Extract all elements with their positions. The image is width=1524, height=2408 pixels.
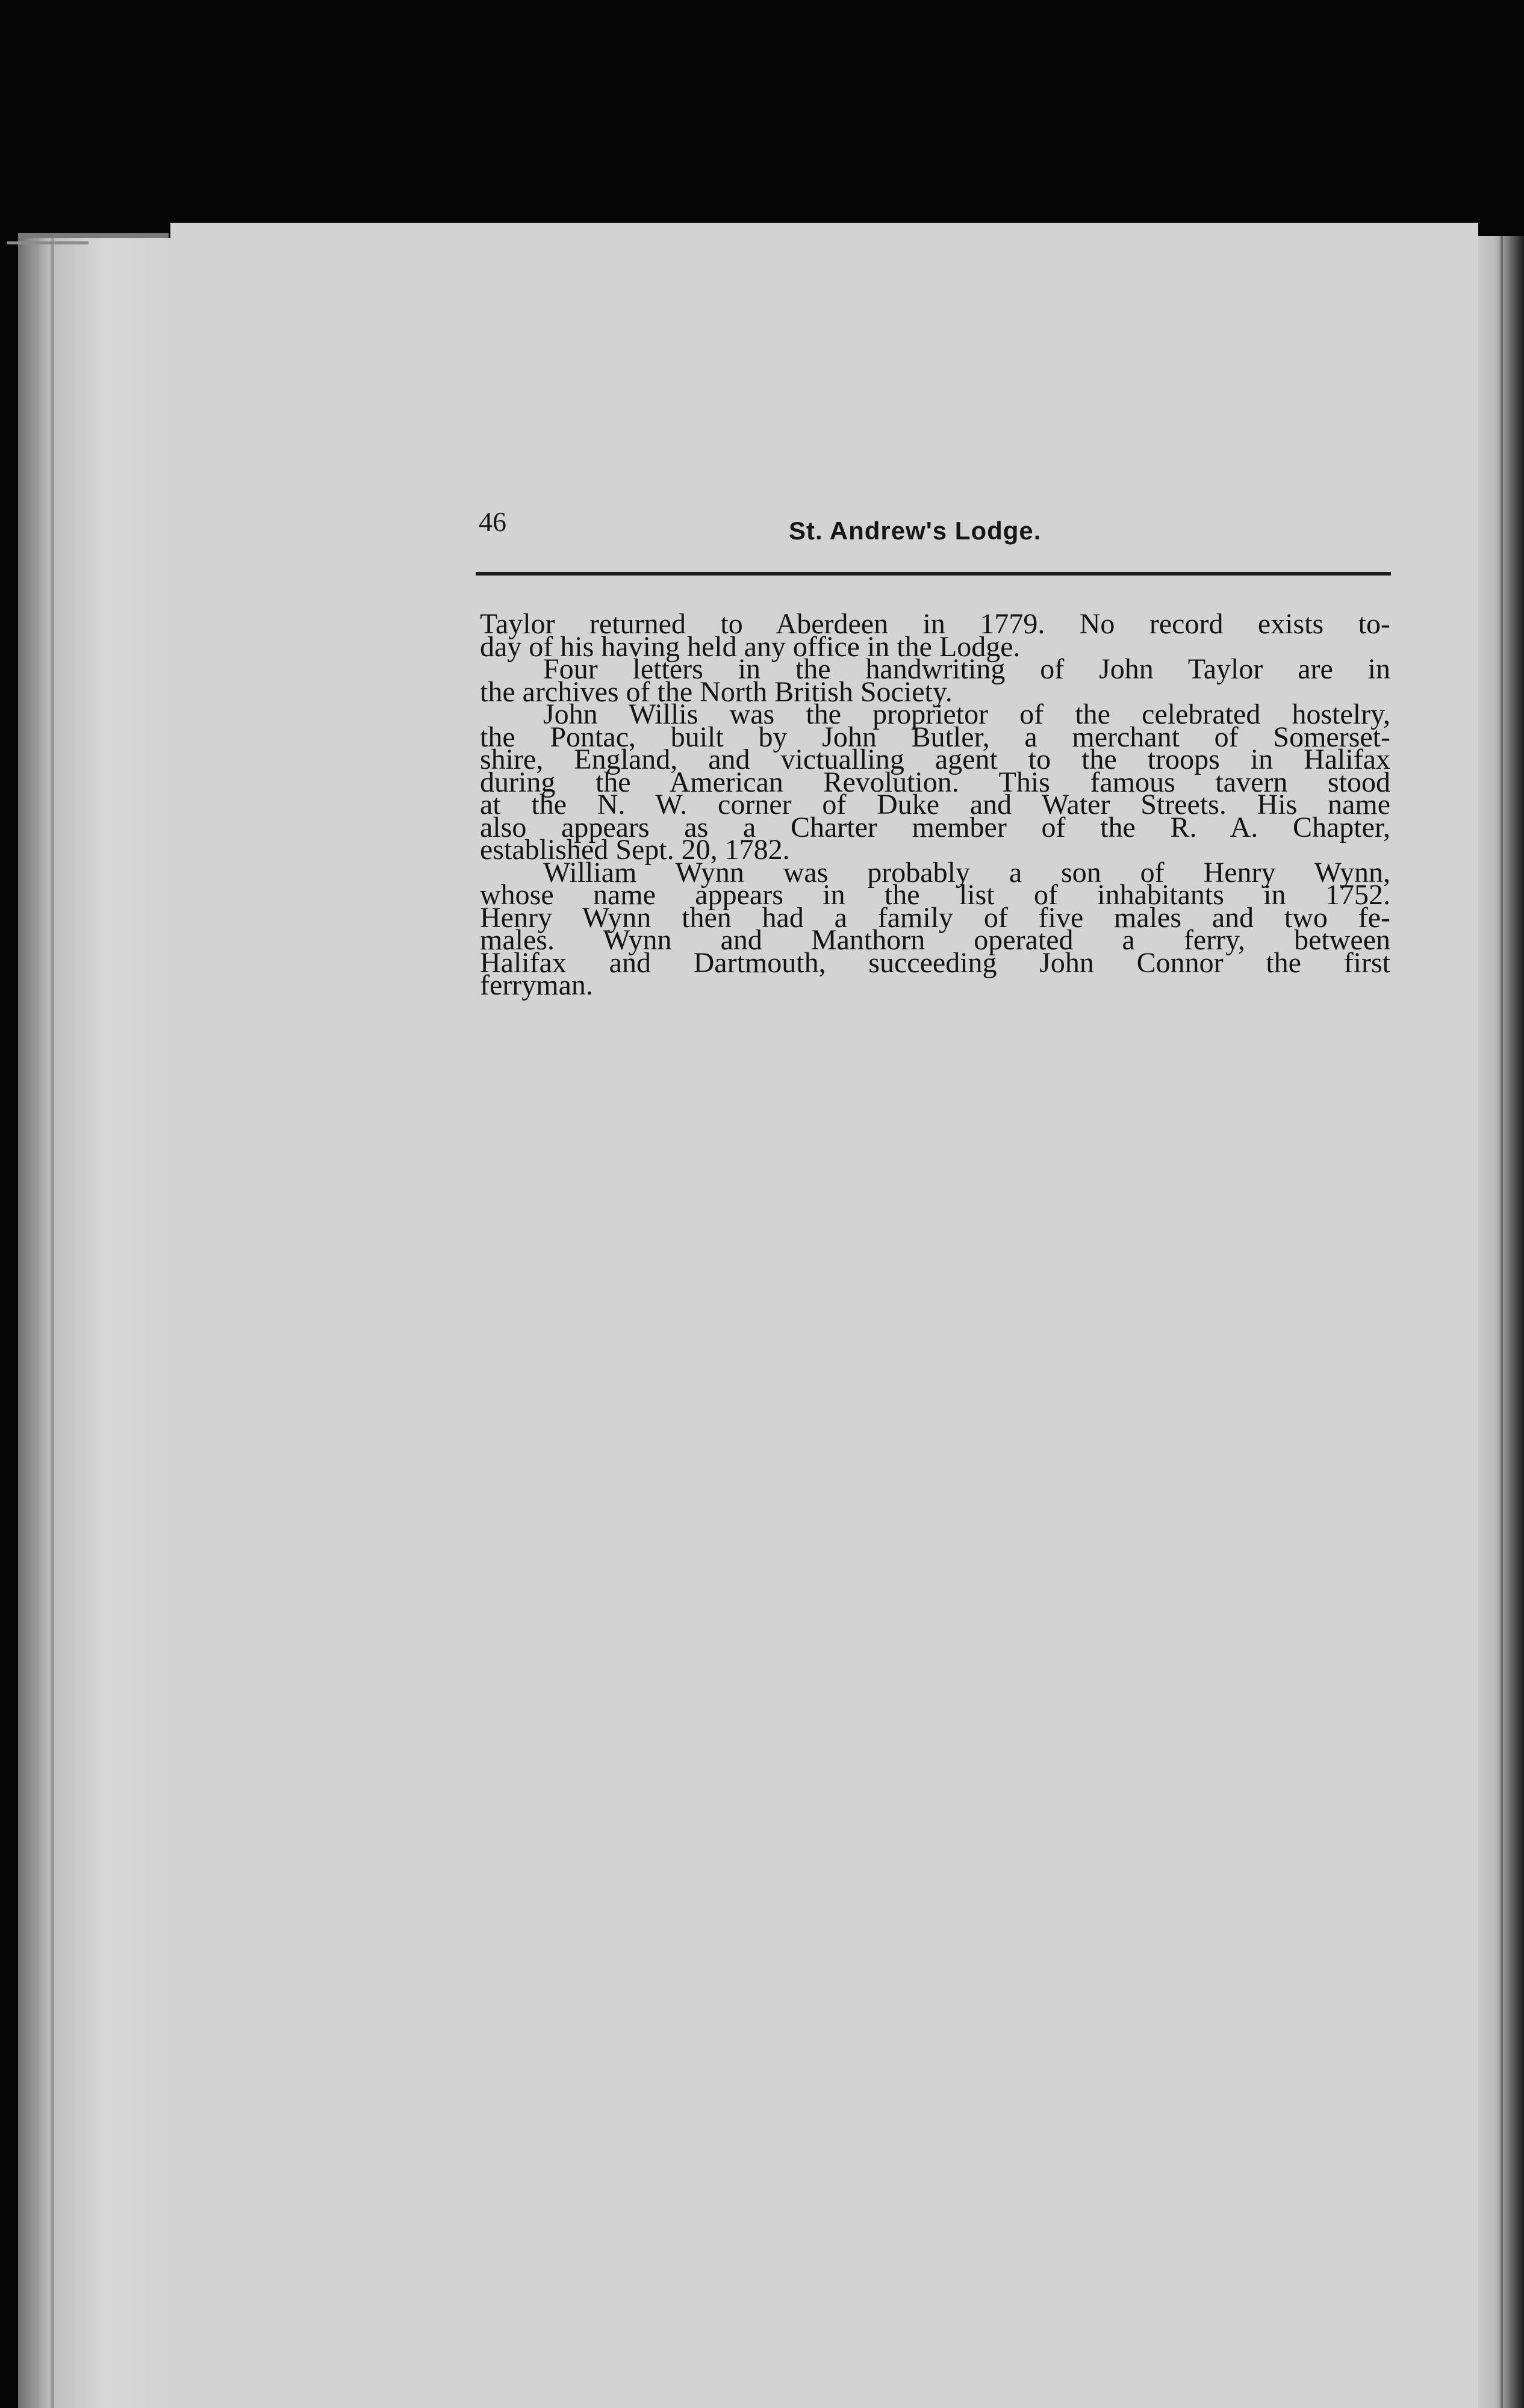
text-line: also appears as a Charter member of the R. A. Chapter, bbox=[480, 811, 1390, 843]
text-line: Henry Wynn then had a family of five males and two fe- bbox=[480, 901, 1390, 934]
page-edge-top bbox=[18, 233, 169, 238]
body-text bbox=[480, 608, 1390, 1001]
page-number: 46 bbox=[479, 506, 506, 537]
text-line: males. Wynn and Manthorn operated a ferry, between bbox=[480, 924, 1390, 956]
header-rule bbox=[476, 572, 1391, 576]
text-line: whose name appears in the list of inhabitants in 1752. bbox=[480, 879, 1390, 911]
text-line: established Sept. 20, 1782. bbox=[480, 834, 790, 866]
text-line: Four letters in the handwriting of John Taylor are in bbox=[543, 653, 1390, 685]
running-title: St. Andrew's Lodge. bbox=[789, 517, 1042, 545]
text-line: the archives of the North British Society. bbox=[480, 675, 953, 708]
book-page bbox=[170, 223, 1478, 2408]
text-line: shire, England, and victualling agent to the troops in Halifax bbox=[480, 743, 1390, 775]
page-edge-line bbox=[35, 238, 39, 2408]
text-line: Halifax and Dartmouth, succeeding John Connor the first bbox=[480, 946, 1390, 979]
page-edge-left bbox=[18, 238, 175, 2408]
page-edge-line bbox=[1501, 236, 1503, 2408]
page-edge-line bbox=[51, 238, 54, 2408]
text-line: during the American Revolution. This famous tavern stood bbox=[480, 766, 1390, 798]
text-line: ferryman. bbox=[480, 969, 593, 1001]
text-line: at the N. W. corner of Duke and Water Streets. His name bbox=[480, 789, 1390, 821]
text-line: William Wynn was probably a son of Henry Wynn, bbox=[543, 856, 1390, 889]
page-edge-top bbox=[7, 241, 89, 244]
text-line: Taylor returned to Aberdeen in 1779. No record exists to- bbox=[480, 608, 1390, 640]
text-line: day of his having held any office in the Lodge. bbox=[480, 630, 1021, 663]
text-line: the Pontac, built by John Butler, a merchant of Somerset- bbox=[480, 721, 1390, 753]
text-line: John Willis was the proprietor of the celebrated hostelry, bbox=[543, 698, 1390, 730]
